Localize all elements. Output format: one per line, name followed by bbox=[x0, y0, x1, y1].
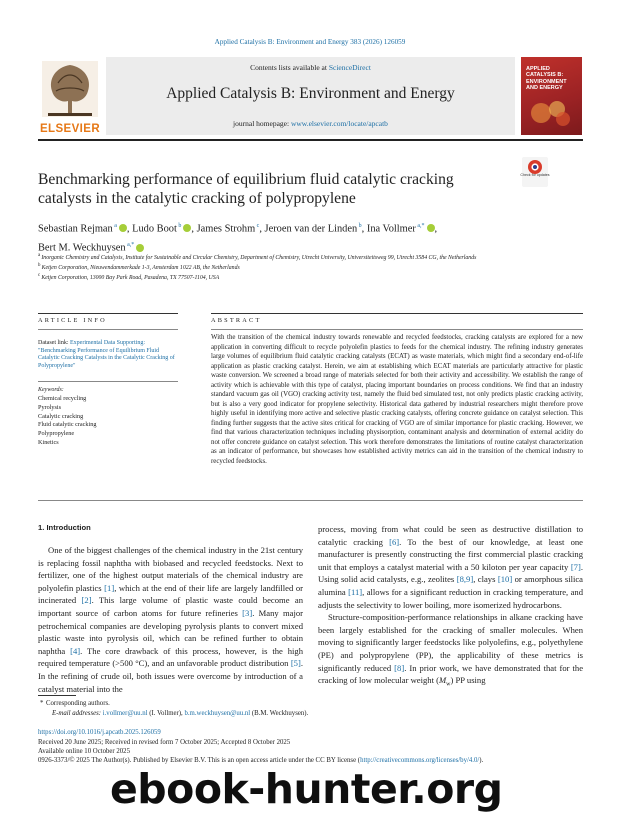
author-name[interactable]: James Strohm bbox=[196, 223, 256, 235]
publisher-name: ELSEVIER bbox=[39, 123, 101, 135]
abstract-text: With the transition of the chemical industry towards renewable and recycled feedstocks, cracking catalysts are explored for a new application in converting difficult to recycle polyolefin plastics to feeds for the chemical industry. The refining industry generates large volumes of equilibrium fluid catalytic cracking catalysts (ECAT) as waste materials, which might find a secondary end-of-life application as plastic cracking catalyst. Herein, we aim at establishing which ECAT materials are particularly attractive for plastic waste conversion. We screened a broad range of materials selected for both their activity and accessibility. We establish the range of activity which is achievable with this type of catalyst, placing important boundaries on process conditions. We find that an industry standard vacuum gas oil (VGO) cracking activity test, namely the fluid bed simulated test, not only predicts plastic cracking activity, but is also a very good indicator for propylene selectivity. Historical data gathered by industrial researchers might therefore prove highly useful in identifying more active and selective plastic cracking catalysts, offering concrete guidance on catalyst selection. This finding further suggests that the active sites critical for cracking of VGO are of similar importance for plastic cracking. However, we find that various characterization techniques including physisorption, contaminant analysis and determination of external acidity do not offer concrete guidance on catalyst selection. This work therefore demonstrates the limitations of routine catalyst characterization as an indicator of performance, but showcases how established activity metrics can aid in the transition of the chemical industry to recycled feedstocks. bbox=[211, 334, 583, 465]
sciencedirect-link[interactable]: ScienceDirect bbox=[328, 63, 371, 72]
email-link-vollmer[interactable]: i.vollmer@uu.nl bbox=[102, 710, 148, 717]
article-info-rule-top bbox=[38, 313, 178, 314]
elsevier-tree-icon bbox=[38, 57, 102, 121]
footnote-rule bbox=[38, 695, 76, 696]
journal-banner bbox=[38, 57, 583, 137]
corresponding-footnote: * Corresponding authors. bbox=[40, 700, 110, 707]
author-name[interactable]: Ina Vollmer bbox=[366, 223, 416, 235]
article-history: Received 20 June 2025; Received in revised form 7 October 2025; Accepted 8 October 2025 bbox=[38, 739, 291, 746]
author-name[interactable]: Jeroen van der Linden bbox=[264, 223, 358, 235]
body-column-right bbox=[318, 523, 583, 691]
online-date: Available online 10 October 2025 bbox=[38, 748, 130, 755]
keywords-rule bbox=[38, 381, 178, 382]
abstract-rule bbox=[211, 329, 583, 330]
body-column-left bbox=[38, 544, 303, 695]
homepage-line: journal homepage: www.elsevier.com/locate/apcatb bbox=[233, 119, 388, 128]
affiliation-item: $^b$ Ketjen Corporation, Nieuwendammerkade 1-3, Amsterdam 1022 AB, the Netherlands bbox=[38, 262, 240, 271]
keyword-item: Fluid catalytic cracking bbox=[38, 421, 97, 429]
email-footnote: E-mail addresses: i.vollmer@uu.nl (I. Vollmer), b.m.weckhuysen@uu.nl (B.M. Weckhuysen). bbox=[52, 710, 309, 717]
orcid-icon[interactable] bbox=[119, 224, 127, 232]
affiliation-item: $^c$ Ketjen Corporation, 13000 Bay Park Road, Pasadena, TX 77507-1104, USA bbox=[38, 272, 220, 281]
author-name[interactable]: Sebastian Rejman bbox=[38, 223, 113, 235]
abstract-rule-top bbox=[211, 313, 583, 314]
journal-info-box bbox=[106, 57, 515, 135]
citation-link[interactable]: [6] bbox=[389, 536, 400, 547]
author-affiliation-mark[interactable]: a,* bbox=[125, 242, 135, 249]
orcid-icon[interactable] bbox=[136, 244, 144, 252]
doi-link[interactable]: https://doi.org/10.1016/j.apcatb.2025.126059 bbox=[38, 729, 161, 736]
asterisk: * bbox=[40, 700, 44, 707]
author-affiliation-mark[interactable]: b bbox=[176, 223, 182, 229]
journal-citation[interactable]: Applied Catalysis B: Environment and Energy 383 (2026) 126059 bbox=[214, 38, 406, 46]
crossmark-icon[interactable] bbox=[522, 157, 548, 187]
citation-link[interactable]: [2] bbox=[81, 595, 92, 606]
email-link-weckhuysen[interactable]: b.m.weckhuysen@uu.nl bbox=[184, 710, 251, 717]
keyword-list bbox=[38, 395, 96, 448]
keywords-heading: Keywords: bbox=[38, 387, 64, 393]
affiliations bbox=[38, 252, 583, 282]
article-info-heading: ARTICLE INFO bbox=[38, 317, 107, 324]
citation-link[interactable]: [1] bbox=[104, 582, 115, 593]
citation-link[interactable]: [7] bbox=[570, 561, 581, 572]
watermark: ebook-hunter.org bbox=[110, 765, 503, 813]
author-affiliation-mark[interactable]: a bbox=[112, 223, 117, 229]
author-name[interactable]: Ludo Boot bbox=[132, 223, 177, 235]
journal-cover[interactable] bbox=[521, 57, 582, 135]
homepage-link[interactable]: www.elsevier.com/locate/apcatb bbox=[290, 119, 388, 128]
keyword-item: Pyrolysis bbox=[38, 403, 62, 411]
citation-link[interactable]: [3] bbox=[242, 607, 253, 618]
header-rule bbox=[38, 139, 583, 141]
dataset-link[interactable]: Experimental Data Supporting: "Benchmarking Performance of Equilibrium Fluid Catalytic Cracking Catalysts in the Catalytic Cracking of Polypropylene" bbox=[38, 340, 175, 370]
journal-title: Applied Catalysis B: Environment and Energy bbox=[166, 85, 455, 102]
keyword-item: Polypropylene bbox=[38, 430, 75, 438]
license-link[interactable]: http://creativecommons.org/licenses/by/4.0/ bbox=[360, 757, 480, 764]
orcid-icon[interactable] bbox=[427, 224, 435, 232]
abstract-bottom-rule bbox=[38, 500, 583, 501]
citation-link[interactable]: [10] bbox=[497, 574, 513, 585]
citation-link[interactable]: [8] bbox=[394, 662, 405, 673]
author-list: Sebastian Rejman $^a$ , Ludo Boot $^b$ , James Strohm $^c$, Jeroen van der Linden $^b$, Ina Vollmer $^{a,*}$ , Bert M. Weckhuysen $^{a,*}$ bbox=[38, 223, 438, 254]
affiliation-item: $^a$ Inorganic Chemistry and Catalysis, Institute for Sustainable and Circular Chemistry, Department of Chemistry, Utrecht University, Universiteitsweg 99, Utrecht 3584 CG, the Netherlands bbox=[38, 253, 477, 261]
abstract-heading: ABSTRACT bbox=[211, 317, 262, 324]
cover-title: APPLIED CATALYSIS B: ENVIRONMENT AND ENERGY bbox=[526, 66, 567, 91]
article-info-rule bbox=[38, 329, 178, 330]
cover-artwork bbox=[527, 97, 575, 127]
author-affiliation-mark[interactable]: b bbox=[357, 223, 362, 229]
citation-link[interactable]: [8,9] bbox=[456, 574, 474, 585]
affiliation-mark: b bbox=[38, 262, 42, 268]
keyword-item: Catalytic cracking bbox=[38, 412, 84, 420]
dataset-link-block: Dataset link: Experimental Data Supporting: "Benchmarking Performance of Equilibrium Fluid Catalytic Cracking Catalysts in the Catalytic Cracking of Polypropylene" bbox=[38, 340, 175, 370]
contents-line: Contents lists available at ScienceDirect bbox=[250, 63, 371, 72]
affiliation-mark: a bbox=[38, 253, 42, 258]
body-paragraph: Structure-composition-performance relationships in alkane cracking have been largely established for the cracking of smaller molecules. When moving to significantly larger feedstocks like polyolefins, e.g., polyethylene (PE) and polypropylene (PP), the applicability of these metrics is significantly reduced [8]. In prior work, we have demonstrated that for the cracking of low molecular weight $(M_w)$ PP using bbox=[318, 612, 584, 688]
author-affiliation-mark[interactable]: a,* bbox=[415, 223, 425, 229]
elsevier-logo[interactable] bbox=[38, 57, 102, 135]
citation-link[interactable]: [4] bbox=[70, 645, 81, 656]
article-title: Benchmarking performance of equilibrium fluid catalytic cracking catalysts in the catalytic cracking of polypropylene bbox=[38, 171, 454, 207]
body-paragraph: process, moving from what could be seen as destructive distillation to catalytic cracking [6]. To the best of our knowledge, at least one manufacturer is presently constructing the first commercial plastic cracking unit that employs a catalyst material with a 50 kiloton per year capacity [7]. Using solid acid catalysts, e.g., zeolites [8,9], clays [10] or amorphous silica alumina [11], allows for a significant reduction in cracking temperature, and adjusts the selectivity to lower boiling, more isomerized hydrocarbons. bbox=[318, 524, 583, 610]
keyword-item: Chemical recycling bbox=[38, 395, 87, 402]
section-heading-introduction: 1. Introduction bbox=[38, 523, 91, 532]
affiliation-mark: c bbox=[38, 272, 42, 278]
crossmark-label: Check for updates bbox=[520, 173, 550, 177]
body-paragraph: One of the biggest challenges of the chemical industry in the 21st century is replacing fossil naphtha with biobased and recycled feedstocks. Next to fertilizer, one of the highest output materials of the chemical industry are polyolefin plastics [1], which at the end of their life are largely landfilled or incinerated [2]. This large volume of plastic waste could become an important source of carbon atoms for future refineries [3]. Many major petrochemical companies are developing pyrolysis plants to convert mixed plastic waste into pyrolysis oil, which can be refined further to obtain naphtha [4]. The core drawback of this process, however, is the high required temperature (>500 °C), and an unfavorable product distribution [5]. In the refining of crude oil, both issues were overcome by introduction of a catalyst material into the bbox=[38, 545, 303, 694]
author-affiliation-mark[interactable]: c bbox=[255, 223, 260, 229]
orcid-icon[interactable] bbox=[183, 224, 191, 232]
author-name[interactable]: Bert M. Weckhuysen bbox=[38, 242, 126, 254]
citation-link[interactable]: [5] bbox=[290, 658, 301, 669]
keyword-item: Kinetics bbox=[38, 438, 59, 446]
license-line: 0926-3373/© 2025 The Author(s). Published by Elsevier B.V. This is an open access article under the CC BY license (http://creativecommons.org/licenses/by/4.0/). bbox=[38, 757, 484, 764]
citation-link[interactable]: [11] bbox=[348, 586, 363, 597]
